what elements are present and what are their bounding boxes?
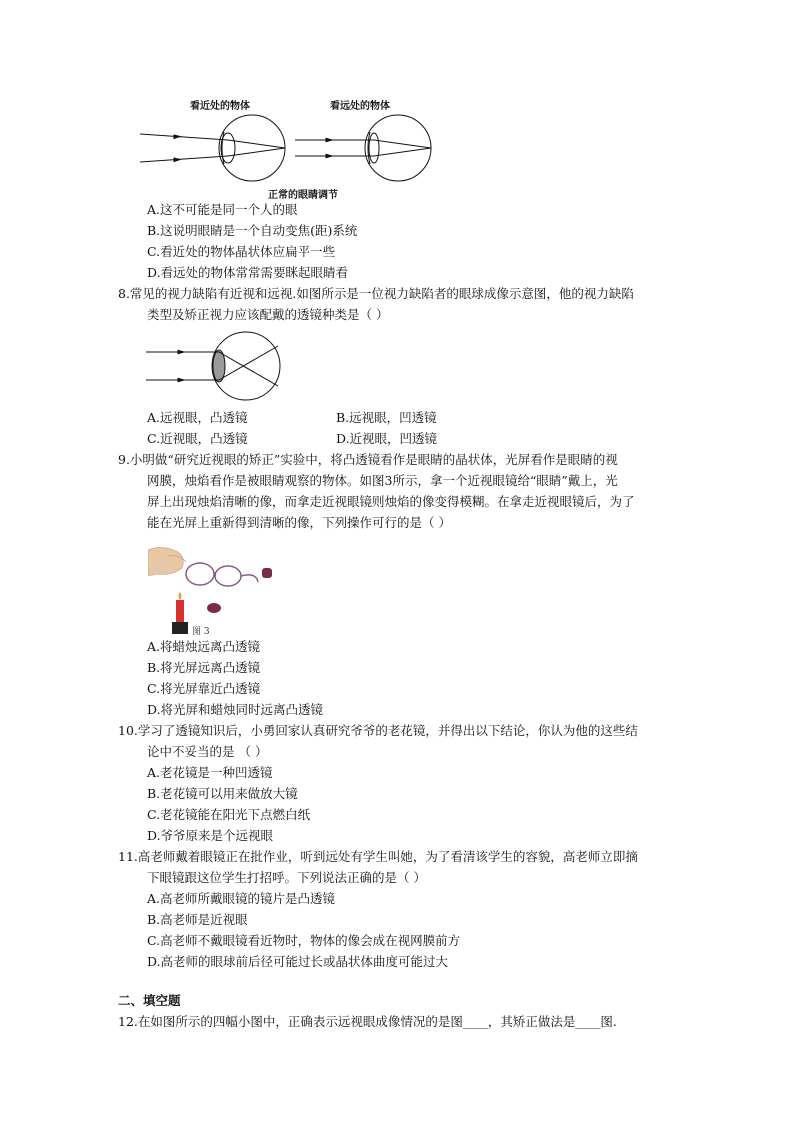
q11-option-b: B.高老师是近视眼 [147,912,248,927]
q8-option-a: A.远视眼，凸透镜 [147,410,248,425]
q7-option-b: B.这说明眼睛是一个自动变焦(距)系统 [147,223,358,238]
q10-option-a: A.老花镜是一种凹透镜 [147,765,273,780]
section-title-fill-in: 二、填空题 [118,993,181,1008]
q8-option-b: B.远视眼，凹透镜 [336,410,437,425]
q8-stem-line1: 8.常见的视力缺陷有近视和远视.如图所示是一位视力缺陷者的眼球成像示意图，他的视力缺陷 [118,286,634,301]
q8-option-c: C.近视眼，凸透镜 [147,431,248,446]
q7-option-a: A.这不可能是同一个人的眼 [147,202,298,217]
figure-label-far: 看远处的物体 [330,101,390,112]
q11-option-d: D.高老师的眼球前后径可能过长或晶状体曲度可能过大 [147,954,449,969]
q10-option-c: C.老花镜能在阳光下点燃白纸 [147,807,311,822]
q12-stem: 12.在如图所示的四幅小图中，正确表示远视眼成像情况的是图____，其矫正做法是____图. [118,1014,617,1029]
q11-option-c: C.高老师不戴眼镜看近物时，物体的像会成在视网膜前方 [147,933,461,948]
q9-stem-line2: 网膜，烛焰看作是被眼睛观察的物体。如图3所示，拿一个近视眼镜给“眼睛”戴上，光 [147,473,618,488]
eye-far-figure [295,115,431,181]
q9-stem-line4: 能在光屏上重新得到清晰的像，下列操作可行的是（ ） [147,515,451,530]
q9-option-b: B.将光屏远离凸透镜 [147,660,261,675]
q10-option-d: D.爷爷原来是个远视眼 [147,828,274,843]
defective-eye-diagram [146,330,286,402]
figure-label-near: 看近处的物体 [190,101,250,112]
q8-option-d: D.近视眼，凹透镜 [336,431,438,446]
q9-stem-line3: 屏上出现烛焰清晰的像，而拿走近视眼镜则烛焰的像变得模糊。在拿走近视眼镜后，为了 [147,494,635,509]
q9-option-d: D.将光屏和蜡烛同时远离凸透镜 [147,702,324,717]
q9-option-c: C.将光屏靠近凸透镜 [147,681,261,696]
figure-caption: 正常的眼睛调节 [268,190,338,201]
q9-option-a: A.将蜡烛远离凸透镜 [147,639,261,654]
q10-stem-line1: 10.学习了透镜知识后，小勇回家认真研究爷爷的老花镜，并得出以下结论，你认为他的这些结 [118,723,638,738]
q7-option-c: C.看近处的物体晶状体应扁平一些 [147,244,336,259]
normal-eye-diagram [140,110,440,190]
photo-caption: 图 3 [192,627,210,636]
experiment-photo [148,536,280,636]
q8-stem-line2: 类型及矫正视力应该配戴的透镜种类是（ ） [147,307,389,322]
q10-option-b: B.老花镜可以用来做放大镜 [147,786,298,801]
eye-near-figure [140,115,285,181]
q7-option-d: D.看远处的物体常常需要眯起眼睛看 [147,265,349,280]
q11-option-a: A.高老师所戴眼镜的镜片是凸透镜 [147,891,336,906]
q10-stem-line2: 论中不妥当的是 （ ） [147,744,268,759]
q11-stem-line1: 11.高老师戴着眼镜正在批作业，听到远处有学生叫她，为了看清该学生的容貌，高老师立即摘 [118,849,638,864]
q9-stem-line1: 9.小明做“研究近视眼的矫正”实验中，将凸透镜看作是眼睛的晶状体，光屏看作是眼睛的视 [118,452,618,467]
q11-stem-line2: 下眼镜跟这位学生打招呼。下列说法正确的是（ ） [147,870,426,885]
